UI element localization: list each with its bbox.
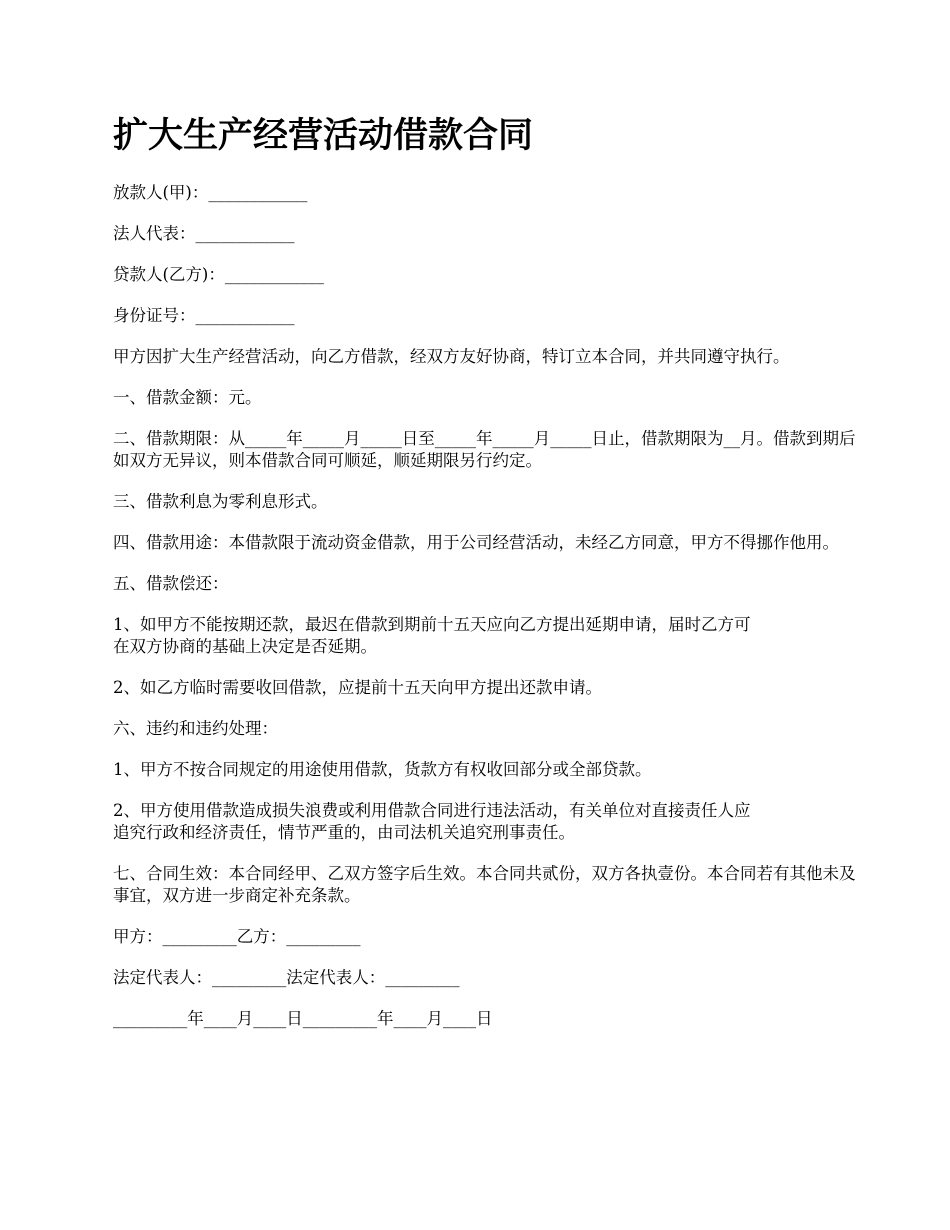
- clause-repayment: 五、借款偿还：: [113, 574, 229, 593]
- repayment-item-2: 2、如乙方临时需要收回借款，应提前十五天向甲方提出还款申请。: [113, 678, 602, 697]
- clause-effect: 七、合同生效：本合同经甲、乙双方签字后生效。本合同共贰份，双方各执壹份。本合同若有其他未及事宜，双方进一步商定补充条款。: [113, 864, 856, 905]
- clause-term: 二、借款期限：从_____年_____月_____日至_____年_____月_____日止，借款期限为__月。借款到期后如双方无异议，则本借款合同可顺延，顺延期限另行约定。: [113, 429, 856, 470]
- signature-representatives: 法定代表人：_________法定代表人：_________: [113, 968, 460, 987]
- clause-purpose: 四、借款用途：本借款限于流动资金借款，用于公司经营活动，未经乙方同意，甲方不得挪作他用。: [113, 533, 839, 552]
- lender-line: 放款人(甲)：____________: [113, 183, 308, 202]
- repayment-item-1: 1、如甲方不能按期还款，最迟在借款到期前十五天应向乙方提出延期申请，届时乙方可 在双方协商的基础上决定是否延期。: [113, 615, 751, 656]
- legal-rep-line: 法人代表：____________: [113, 224, 295, 243]
- id-number-line: 身份证号：____________: [113, 306, 295, 325]
- clause-amount: 一、借款金额：元。: [113, 388, 262, 407]
- document-title: 扩大生产经营活动借款合同: [113, 116, 534, 156]
- preamble: 甲方因扩大生产经营活动，向乙方借款，经双方友好协商，特订立本合同，并共同遵守执行。: [113, 347, 790, 366]
- signature-parties: 甲方：_________乙方：_________: [113, 927, 361, 946]
- breach-item-1: 1、甲方不按合同规定的用途使用借款，货款方有权收回部分或全部贷款。: [113, 760, 652, 779]
- clause-interest: 三、借款利息为零利息形式。: [113, 492, 328, 511]
- borrower-line: 贷款人(乙方)：____________: [113, 265, 324, 284]
- clause-breach: 六、违约和违约处理：: [113, 719, 278, 738]
- breach-item-2: 2、甲方使用借款造成损失浪费或利用借款合同进行违法活动，有关单位对直接责任人应 追究行政和经济责任，情节严重的，由司法机关追究刑事责任。: [113, 801, 751, 842]
- signature-dates: _________年____月____日_________年____月____日: [113, 1009, 493, 1028]
